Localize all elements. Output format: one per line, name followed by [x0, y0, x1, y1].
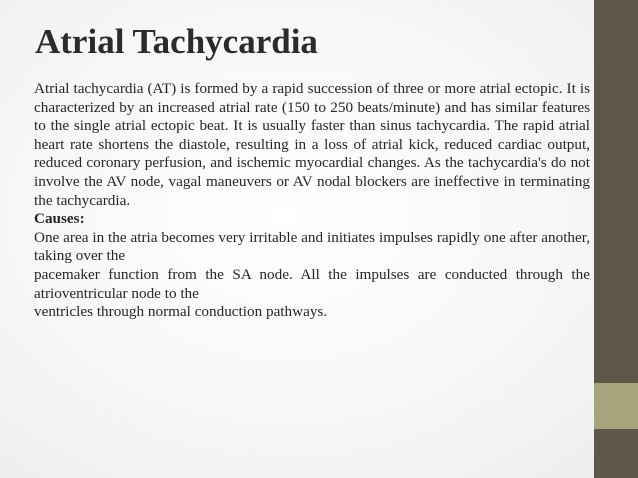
causes-paragraph-3: ventricles through normal conduction pathways. [34, 303, 328, 321]
decorative-sidebar-accent [594, 383, 638, 429]
causes-paragraph-1: One area in the atria becomes very irritable and initiates impulses rapidly one after another, taking over the [34, 228, 590, 265]
slide-title: Atrial Tachycardia [35, 22, 318, 61]
causes-heading: Causes: [34, 210, 85, 228]
intro-paragraph: Atrial tachycardia (AT) is formed by a rapid succession of three or more atrial ectopic. It is characterized by an increased atrial rate (150 to 250 beats/minute) and has similar features to the single atrial ectopic beat. It is usually faster than sinus tachycardia. The rapid atrial heart rate shortens the diastole, resulting in a loss of atrial kick, reduced cardiac output, reduced coronary perfusion, and ischemic myocardial changes. As the tachycardia's do not involve the AV node, vagal maneuvers or AV nodal blockers are ineffective in terminating the tachycardia. [34, 80, 590, 209]
slide-body [34, 80, 590, 322]
causes-paragraph-2: pacemaker function from the SA node. All the impulses are conducted through the atrioventricular node to the [34, 265, 590, 302]
